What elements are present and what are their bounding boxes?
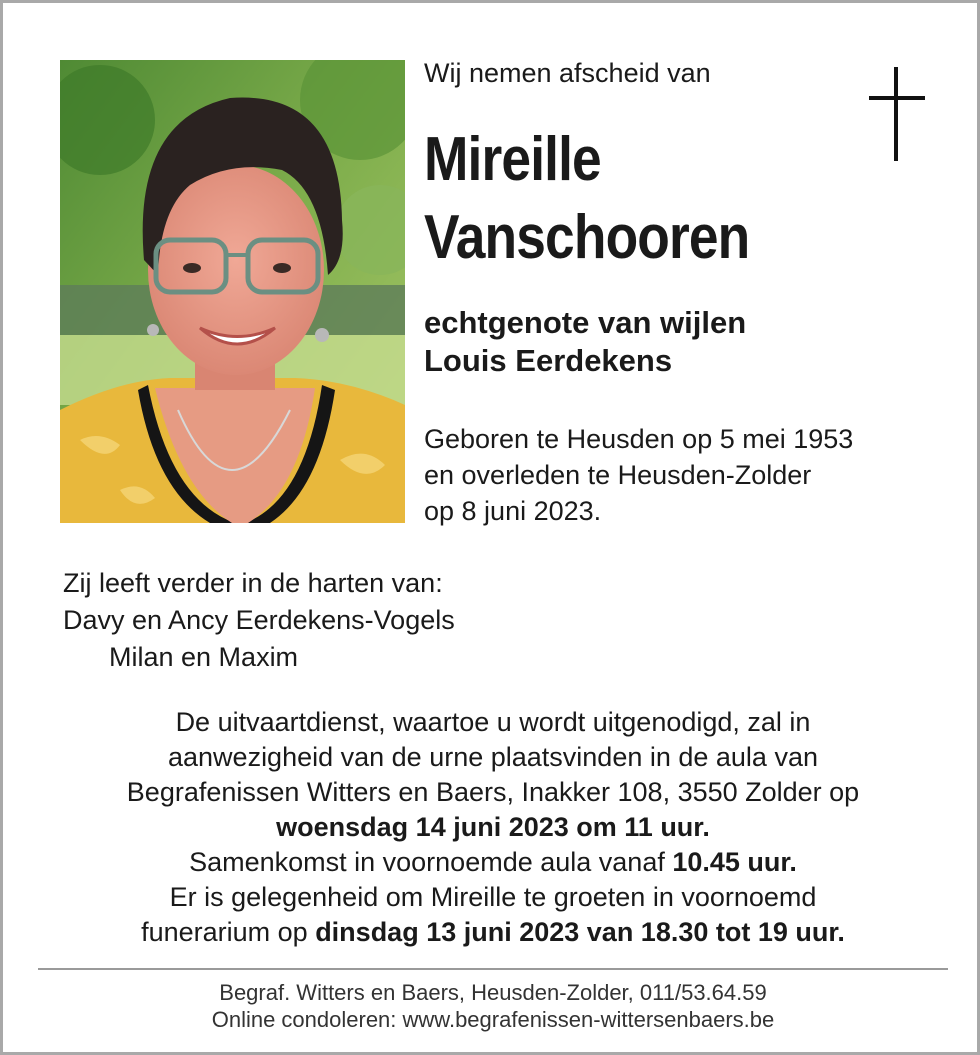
gathering-line [43,845,943,880]
portrait-photo [60,60,405,523]
service-line: Begrafenissen Witters en Baers, Inakker 108, 3550 Zolder op [126,777,860,807]
first-name: Mireille [424,125,601,194]
service-details [43,705,943,950]
last-name: Vanschooren [424,203,750,272]
service-line: aanwezigheid van de urne plaatsvinden in de aula van [168,742,818,772]
family-member: Davy en Ancy Eerdekens-Vogels [63,605,455,635]
gathering-text: Samenkomst in voornoemde aula vanaf [189,847,673,877]
portrait-image [60,60,405,523]
dates-line-2: en overleden te Heusden-Zolder [424,460,812,490]
family-section [63,565,455,676]
service-line: De uitvaartdienst, waartoe u wordt uitgenodigd, zal in [175,707,811,737]
dates-line-3: op 8 juni 2023. [424,496,602,526]
viewing-text: funerarium op [141,917,316,947]
spouse-line-1: echtgenote van wijlen [424,305,747,340]
viewing-datetime: dinsdag 13 juni 2023 van 18.30 tot 19 uur. [315,917,845,947]
cross-icon [869,67,925,161]
family-intro: Zij leeft verder in de harten van: [63,568,443,598]
viewing-line [43,915,943,950]
intro-text: Wij nemen afscheid van [424,58,711,88]
spouse-info [424,304,746,380]
condolence-link[interactable]: Online condoleren: www.begrafenissen-wittersenbaers.be [211,1007,775,1032]
funeral-home-contact: Begraf. Witters en Baers, Heusden-Zolder, 011/53.64.59 [219,980,767,1005]
service-datetime: woensdag 14 juni 2023 om 11 uur. [276,812,710,842]
spouse-line-2: Louis Eerdekens [424,343,673,378]
deceased-name [424,121,749,277]
dates-line-1: Geboren te Heusden op 5 mei 1953 [424,424,854,454]
service-line: Er is gelegenheid om Mireille te groeten in voornoemd [169,882,817,912]
family-member: Milan en Maxim [109,642,299,672]
life-dates [424,421,853,529]
divider [38,968,948,970]
gathering-time: 10.45 uur. [672,847,797,877]
footer [43,979,943,1033]
